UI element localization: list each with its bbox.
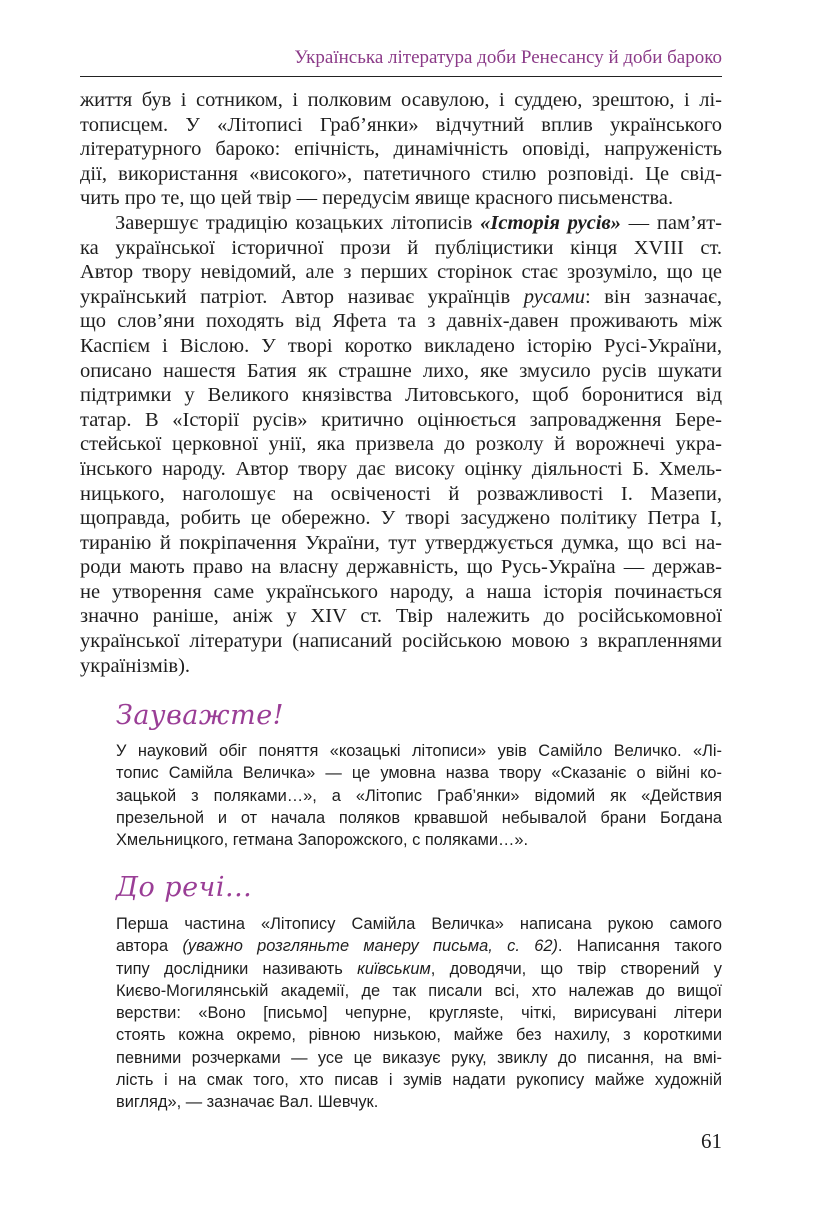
header-divider [80, 76, 722, 77]
text-run: Завершує традицію козацьких літописів [115, 211, 481, 234]
text-line: Хмельницкого, гетмана Запорожского, с поляками…». [116, 831, 529, 850]
text-line: що слов’яни походять від Яфета та з давніх-давен проживають між [80, 310, 722, 333]
text-line: У науковий обіг поняття «козацькі літописи» увів Самійло Величко. «Лі- [116, 742, 722, 760]
text-line: стейської церковної унії, яка призвела до розколу й ворожнечі укра- [80, 433, 722, 456]
text-run: , доводячи, що твір створений у [430, 959, 722, 978]
text-line [80, 211, 722, 236]
book-title: «Історія русів» [480, 211, 621, 234]
note-by-the-way-text [116, 913, 722, 1114]
text-line: Автор твору невідомий, але з перших сторінок стає зрозуміло, що це [80, 261, 722, 284]
text-line [116, 958, 722, 980]
text-line: українізмів). [80, 654, 191, 677]
paragraph-2 [80, 211, 722, 678]
text-line: лість і на смак того, хто писав і зумів надати рукопису майже художній [116, 1071, 722, 1090]
text-line: літературного бароко: епічність, динамічність оповіді, напруженість [80, 138, 722, 161]
text-line: тописцем. У «Літописі Граб’янки» відчутний вплив українського [80, 113, 722, 136]
text-run: : він зазначає, [584, 285, 723, 308]
text-line: презельной и от начала поляков крвавшой небывалой брани Богдана [116, 808, 722, 827]
text-line: ка української історичної прози й публіцистики кінця XVIII ст. [80, 236, 722, 259]
text-run: . Написання такого [557, 937, 722, 956]
text-line: щоправда, робить це обережно. У творі засуджено політику Петра І, [80, 507, 722, 530]
text-line: чить про те, що цей твір — передусім явище красного письменства. [80, 187, 674, 210]
text-line: значно раніше, аніж у XIV ст. Твір належить до російськомовної [80, 605, 722, 628]
text-run: — пам’ят- [620, 211, 722, 234]
text-run: типу дослідники називають [116, 959, 358, 978]
text-line: вигляд», — зазначає Вал. Шевчук. [116, 1093, 379, 1112]
page-number: 61 [701, 1129, 722, 1153]
text-line: топис Самійла Величка» — це умовна назва твору «Сказаніє о війні ко- [116, 764, 722, 783]
text-line: верстви: «Воно [письмо] чепурне, кругляste, чіткі, вирисувані літери [116, 1004, 722, 1023]
text-line: не утворення саме українського народу, а наша історія починається [80, 580, 722, 603]
paragraph-1 [80, 88, 722, 211]
text-line: їнського народу. Автор твору дає високу оцінку діяльності Б. Хмель- [80, 457, 722, 480]
text-line: роди мають право на власну державність, що Русь-Україна — держав- [80, 556, 722, 579]
text-line: життя був і сотником, і полковим осавулою, і суддею, зрештою, і лі- [80, 89, 722, 111]
text-line: зацькой з поляками…», а «Літопис Граб’янки» відомий як «Действия [116, 786, 722, 805]
text-line: Києво-Могилянській академії, де так писали всі, хто належав до вищої [116, 981, 722, 1000]
text-run: український патріот. Автор називає українців [80, 285, 524, 308]
main-text [80, 88, 722, 678]
text-line: Каспієм і Віслою. У творі коротко викладено історію Русі-України, [80, 334, 722, 357]
text-line: стоять кожна окремо, рівною низькою, майже без нахилу, з короткими [116, 1026, 722, 1045]
text-line: описано нашестя Батия як страшне лихо, яке змусило русів шукати [80, 359, 722, 382]
emphasized-term: русами [523, 285, 585, 308]
text-run: автора [116, 937, 183, 956]
text-line [116, 935, 722, 957]
text-line: Перша частина «Літопису Самійла Величка» написана рукою самого [116, 915, 722, 933]
note-heading-by-the-way: До речі... [116, 872, 253, 903]
note-heading-remark: Зауважте! [116, 700, 285, 731]
text-line [80, 285, 722, 310]
text-line: тиранію й покріпачення України, тут утверджується думка, що всі на- [80, 531, 722, 554]
text-line: певними розчерками — усе це виказує руку, звиклу до писання, на вмі- [116, 1048, 722, 1067]
text-line: ницького, наголошує на освіченості й розважливості І. Мазепи, [80, 482, 722, 505]
running-header: Українська література доби Ренесансу й доби бароко [294, 47, 722, 68]
note-remark-text [116, 740, 722, 851]
text-line: дії, використання «високого», патетичного стилю розповіді. Це свід- [80, 162, 722, 185]
emphasized-term: київським [357, 959, 431, 978]
italic-remark: (уважно розгляньте манеру письма, с. 62) [182, 937, 558, 956]
text-line: української літератури (написаний російською мовою з вкрапленнями [80, 630, 722, 653]
text-line: підтримки у Великого князівства Литовського, щоб боронитися від [80, 384, 722, 407]
text-line: татар. В «Історії русів» критично оцінюється запровадження Бере- [80, 408, 722, 431]
